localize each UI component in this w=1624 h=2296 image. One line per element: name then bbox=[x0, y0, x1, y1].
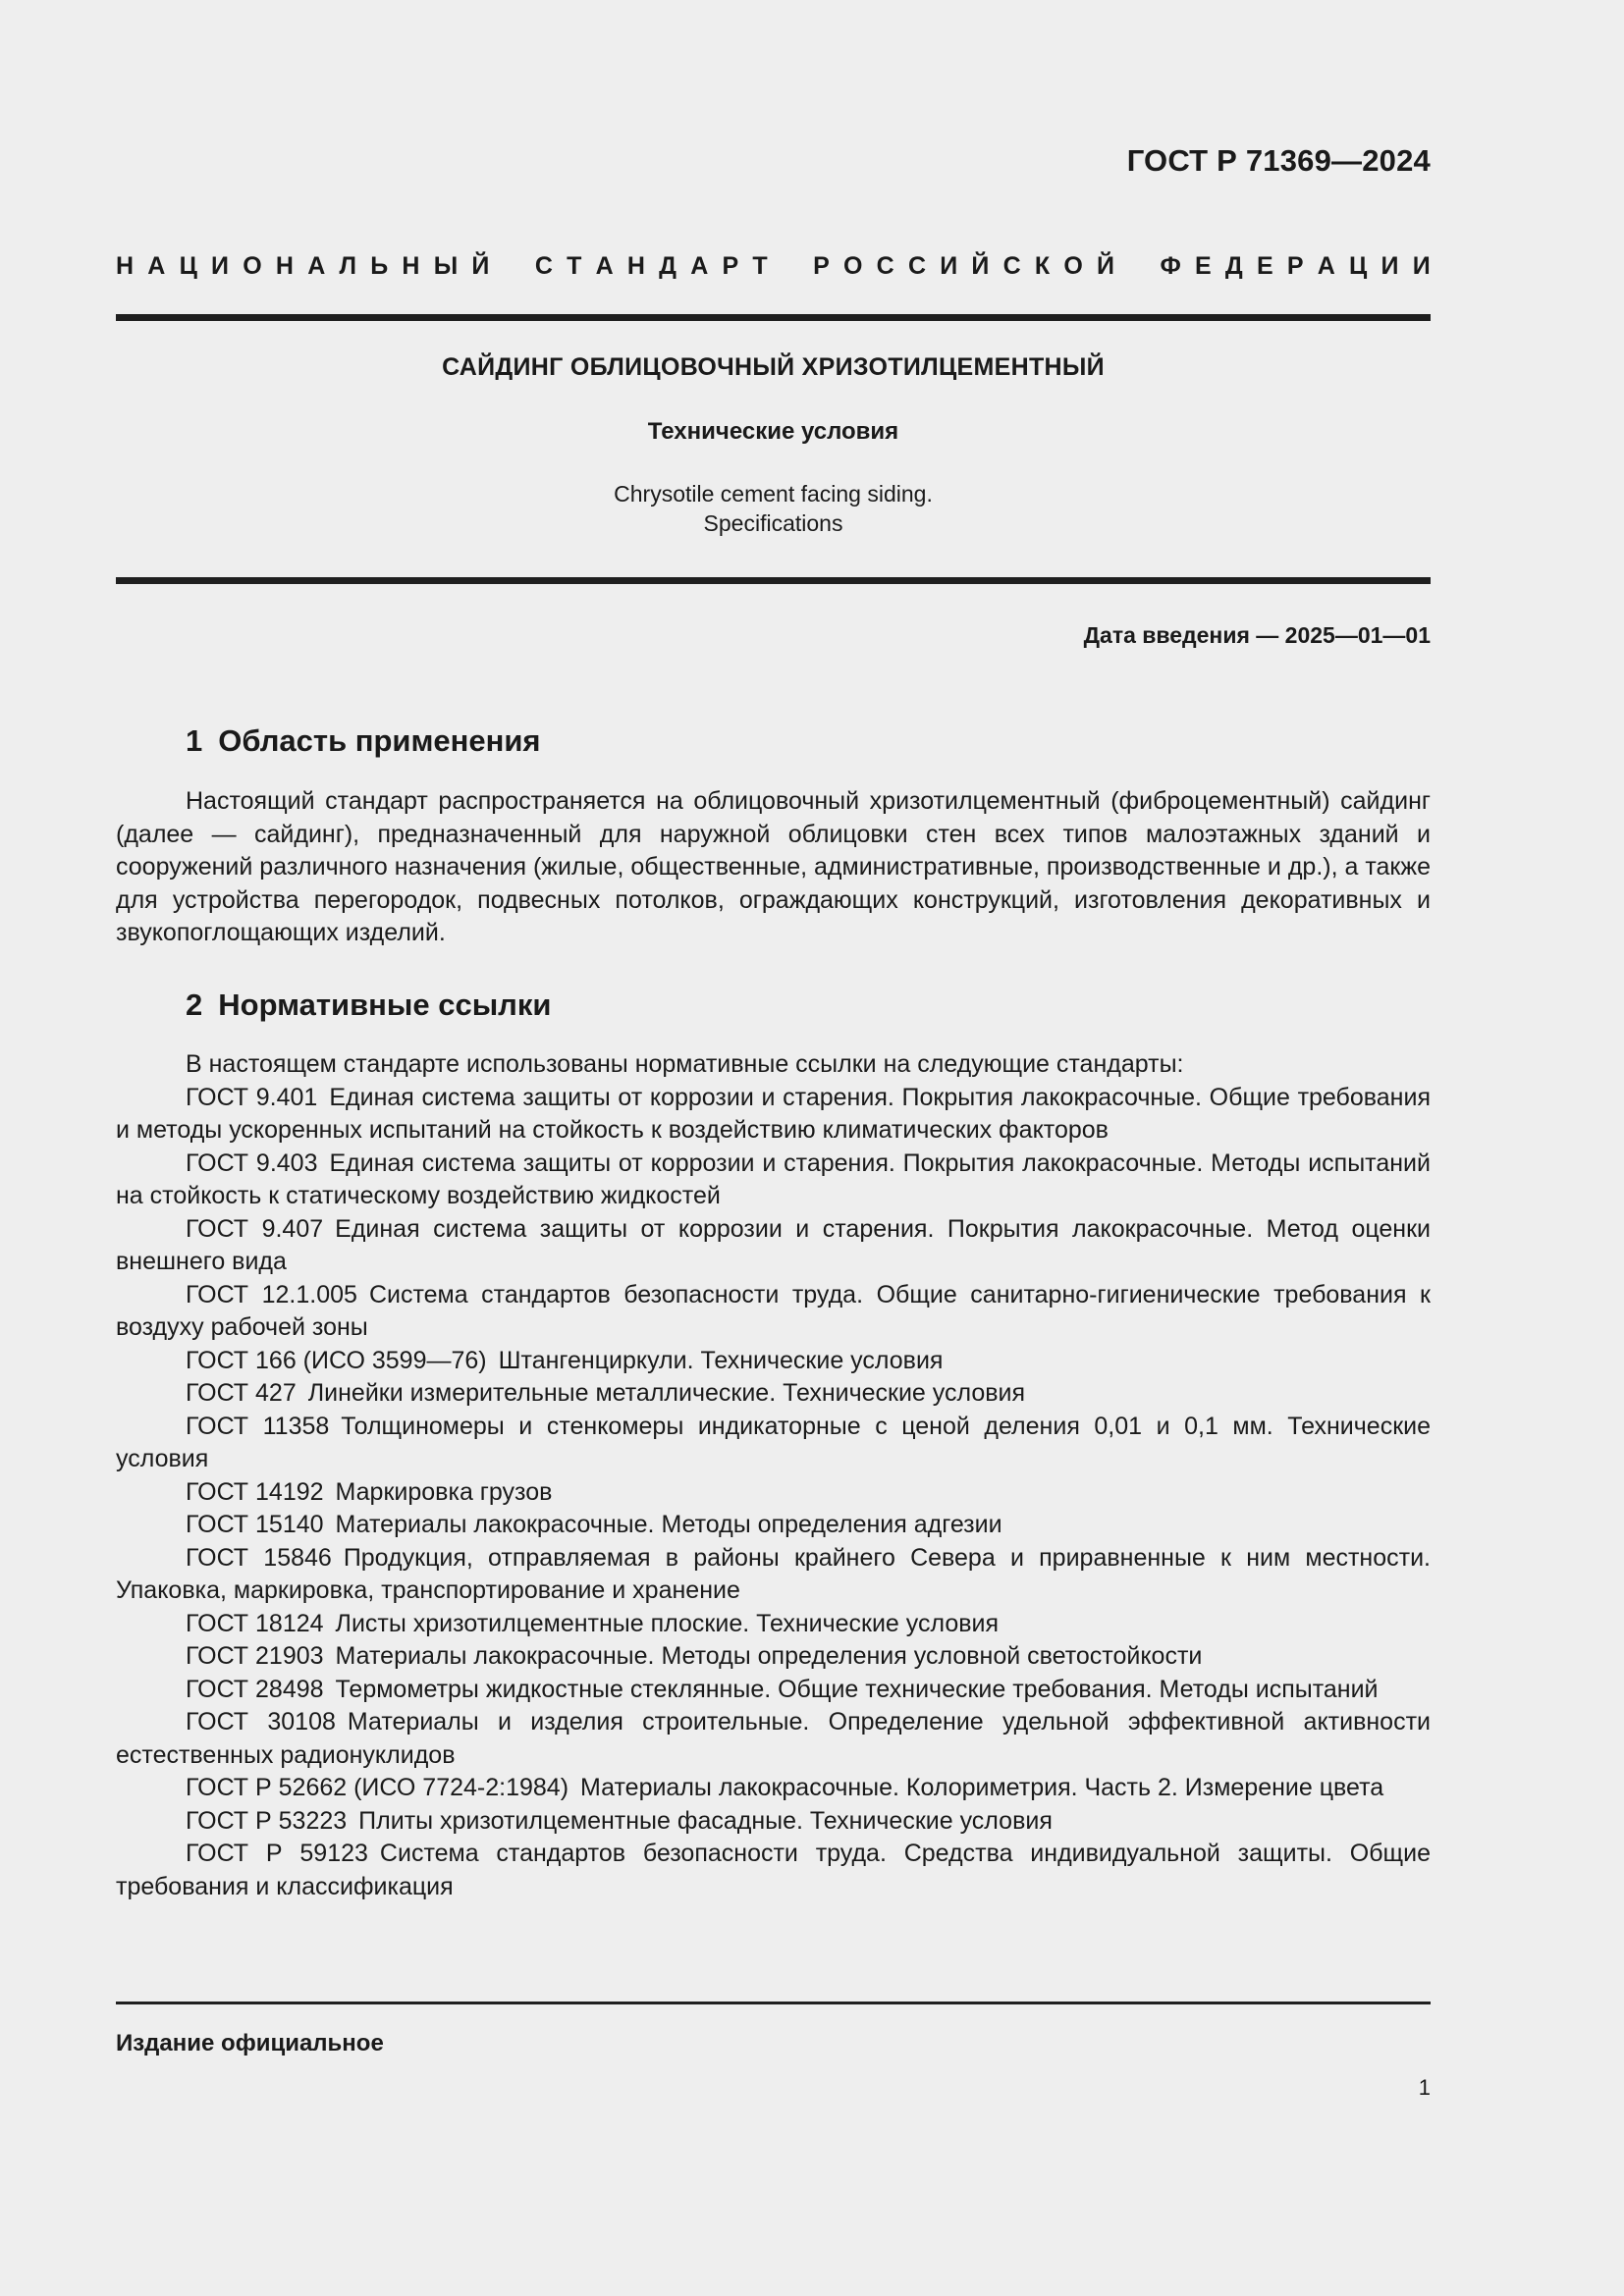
banner-letter: Й bbox=[471, 252, 490, 280]
section-heading-scope bbox=[186, 723, 541, 759]
reference-item bbox=[116, 1279, 1431, 1345]
english-title-line-2: Specifications bbox=[703, 510, 843, 536]
reference-item bbox=[116, 1706, 1431, 1772]
banner-letter: Т bbox=[567, 252, 582, 280]
section-heading-references bbox=[186, 988, 551, 1023]
banner-letter: Ь bbox=[370, 252, 389, 280]
page-number: 1 bbox=[1418, 2075, 1431, 2100]
banner-letter: К bbox=[1034, 252, 1051, 280]
reference-title: Материалы лакокрасочные. Методы определения адгезии bbox=[335, 1511, 1002, 1538]
reference-title: Единая система защиты от коррозии и старения. Покрытия лакокрасочные. Метод оценки внешнего вида bbox=[116, 1214, 1431, 1275]
section-number: 1 bbox=[186, 723, 203, 758]
banner-letter: А bbox=[595, 252, 614, 280]
reference-code: ГОСТ 14192 bbox=[186, 1477, 324, 1506]
document-title: САЙДИНГ ОБЛИЦОВОЧНЫЙ ХРИЗОТИЛЦЕМЕНТНЫЙ bbox=[442, 353, 1105, 381]
banner-gap bbox=[782, 249, 799, 283]
english-title-line-1: Chrysotile cement facing siding. bbox=[614, 481, 933, 507]
reference-title: Материалы и изделия строительные. Определение удельной эффективной активности естественных радионуклидов bbox=[116, 1708, 1431, 1769]
reference-code: ГОСТ Р 52662 (ИСО 7724-2:1984) bbox=[186, 1774, 569, 1801]
reference-item bbox=[116, 1082, 1431, 1148]
banner-letter: Л bbox=[339, 252, 357, 280]
reference-item bbox=[116, 1805, 1431, 1839]
banner-letter: С bbox=[876, 252, 894, 280]
banner-letter: А bbox=[307, 252, 326, 280]
reference-title: Термометры жидкостные стеклянные. Общие технические требования. Методы испытаний bbox=[335, 1675, 1379, 1703]
reference-code: ГОСТ 11358 bbox=[186, 1412, 330, 1440]
footer-divider bbox=[116, 2002, 1431, 2004]
banner-letter: А bbox=[147, 252, 166, 280]
reference-code: ГОСТ 15140 bbox=[186, 1511, 324, 1538]
reference-code: ГОСТ 9.401 bbox=[186, 1083, 318, 1111]
banner-letter: О bbox=[243, 252, 262, 280]
banner-letter: Й bbox=[971, 252, 990, 280]
reference-code: ГОСТ Р 59123 bbox=[186, 1840, 368, 1867]
reference-code: ГОСТ Р 53223 bbox=[186, 1806, 348, 1835]
reference-code: ГОСТ 9.403 bbox=[186, 1148, 318, 1177]
banner-letter: Д bbox=[1224, 252, 1243, 280]
scope-paragraph: Настоящий стандарт распространяется на облицовочный хризотилцементный (фиброцементный) сайдинг (далее — сайдинг), предназначенный для наружной облицовки стен всех типов малоэтажных зданий и сооружений различного назначения (жилые, общественные, административные, производственные и др.), а также для устройства перегородок, подвесных потолков, ограждающих конструкций, изготовления декоративных и звукопоглощающих изделий. bbox=[116, 787, 1431, 946]
reference-code: ГОСТ 15846 bbox=[186, 1543, 332, 1572]
banner-letter: Р bbox=[813, 252, 830, 280]
reference-code: ГОСТ 427 bbox=[186, 1379, 297, 1407]
reference-item bbox=[116, 1838, 1431, 1903]
national-standard-banner bbox=[116, 249, 1431, 283]
introduction-date: Дата введения — 2025—01—01 bbox=[1083, 622, 1431, 648]
banner-letter: Ф bbox=[1160, 252, 1181, 280]
banner-letter: И bbox=[940, 252, 958, 280]
reference-item bbox=[116, 1411, 1431, 1476]
banner-letter: Р bbox=[1286, 252, 1304, 280]
title-divider bbox=[116, 577, 1431, 584]
banner-letter: Н bbox=[275, 252, 294, 280]
reference-code: ГОСТ 28498 bbox=[186, 1675, 324, 1703]
reference-item bbox=[116, 1377, 1431, 1411]
banner-gap bbox=[504, 249, 521, 283]
reference-title: Единая система защиты от коррозии и старения. Покрытия лакокрасочные. Методы испытаний на стойкость к статическому воздействию жидкостей bbox=[116, 1148, 1431, 1209]
banner-letter: О bbox=[1063, 252, 1083, 280]
banner-letter: Т bbox=[752, 252, 768, 280]
reference-code: ГОСТ 18124 bbox=[186, 1609, 324, 1637]
reference-title: Маркировка грузов bbox=[335, 1477, 553, 1506]
reference-title: Единая система защиты от коррозии и старения. Покрытия лакокрасочные. Общие требования и методы ускоренных испытаний на стойкость к воздействию климатических факторов bbox=[116, 1083, 1431, 1144]
banner-letter: Р bbox=[722, 252, 739, 280]
references-intro: В настоящем стандарте использованы нормативные ссылки на следующие стандарты: bbox=[186, 1050, 1184, 1078]
reference-title: Штангенциркули. Технические условия bbox=[498, 1346, 944, 1374]
banner-letter: Д bbox=[659, 252, 677, 280]
banner-letter: Ц bbox=[1349, 252, 1368, 280]
section-title: Область применения bbox=[218, 723, 541, 758]
reference-title: Материалы лакокрасочные. Колориметрия. Часть 2. Измерение цвета bbox=[580, 1774, 1384, 1801]
reference-item bbox=[116, 1640, 1431, 1674]
banner-letter: И bbox=[1380, 252, 1399, 280]
reference-title: Толщиномеры и стенкомеры индикаторные с ценой деления 0,01 и 0,1 мм. Технические условия bbox=[116, 1412, 1432, 1472]
references-list bbox=[116, 1048, 1431, 1903]
banner-letter: И bbox=[211, 252, 230, 280]
banner-letter: Н bbox=[626, 252, 645, 280]
banner-letter: Е bbox=[1256, 252, 1273, 280]
top-divider bbox=[116, 314, 1431, 321]
banner-letter: И bbox=[1412, 252, 1431, 280]
reference-title: Плиты хризотилцементные фасадные. Технические условия bbox=[358, 1806, 1053, 1835]
reference-item bbox=[116, 1772, 1431, 1805]
banner-letter: А bbox=[1317, 252, 1335, 280]
reference-title: Линейки измерительные металлические. Технические условия bbox=[307, 1379, 1026, 1407]
banner-letter: С bbox=[907, 252, 927, 280]
reference-title: Материалы лакокрасочные. Методы определения условной светостойкости bbox=[335, 1642, 1203, 1670]
banner-letter: Н bbox=[402, 252, 420, 280]
reference-code: ГОСТ 21903 bbox=[186, 1642, 324, 1670]
banner-letter: Й bbox=[1097, 252, 1115, 280]
official-edition-label: Издание официальное bbox=[116, 2030, 384, 2056]
reference-code: ГОСТ 166 (ИСО 3599—76) bbox=[186, 1346, 487, 1374]
banner-letter: Н bbox=[116, 252, 135, 280]
reference-code: ГОСТ 12.1.005 bbox=[186, 1280, 357, 1308]
reference-title: Система стандартов безопасности труда. Общие санитарно-гигиенические требования к воздуху рабочей зоны bbox=[116, 1280, 1431, 1341]
reference-title: Листы хризотилцементные плоские. Технические условия bbox=[335, 1609, 1000, 1637]
document-subtitle: Технические условия bbox=[647, 418, 899, 445]
banner-letter: С bbox=[1002, 252, 1021, 280]
banner-gap bbox=[1128, 249, 1146, 283]
reference-item bbox=[116, 1674, 1431, 1707]
english-title bbox=[116, 479, 1431, 538]
reference-title: Продукция, отправляемая в районы крайнего Севера и приравненные к ним местности. Упаковка, маркировка, транспортирование и хранение bbox=[116, 1543, 1431, 1604]
reference-item bbox=[116, 1148, 1431, 1213]
reference-title: Система стандартов безопасности труда. Средства индивидуальной защиты. Общие требования и классификация bbox=[116, 1840, 1431, 1900]
document-code: ГОСТ Р 71369—2024 bbox=[1126, 143, 1431, 178]
reference-item bbox=[116, 1213, 1431, 1279]
banner-letter: Ы bbox=[433, 252, 459, 280]
reference-item bbox=[116, 1542, 1431, 1608]
banner-letter: С bbox=[534, 252, 553, 280]
reference-code: ГОСТ 9.407 bbox=[186, 1214, 324, 1243]
reference-code: ГОСТ 30108 bbox=[186, 1708, 336, 1735]
reference-item bbox=[116, 1509, 1431, 1542]
reference-item bbox=[116, 1345, 1431, 1378]
banner-letter: О bbox=[843, 252, 863, 280]
section-title: Нормативные ссылки bbox=[218, 988, 552, 1022]
banner-letter: Е bbox=[1195, 252, 1212, 280]
banner-letter: Ц bbox=[179, 252, 197, 280]
banner-letter: А bbox=[690, 252, 709, 280]
reference-item bbox=[116, 1476, 1431, 1510]
section-number: 2 bbox=[186, 988, 203, 1022]
reference-item bbox=[116, 1608, 1431, 1641]
